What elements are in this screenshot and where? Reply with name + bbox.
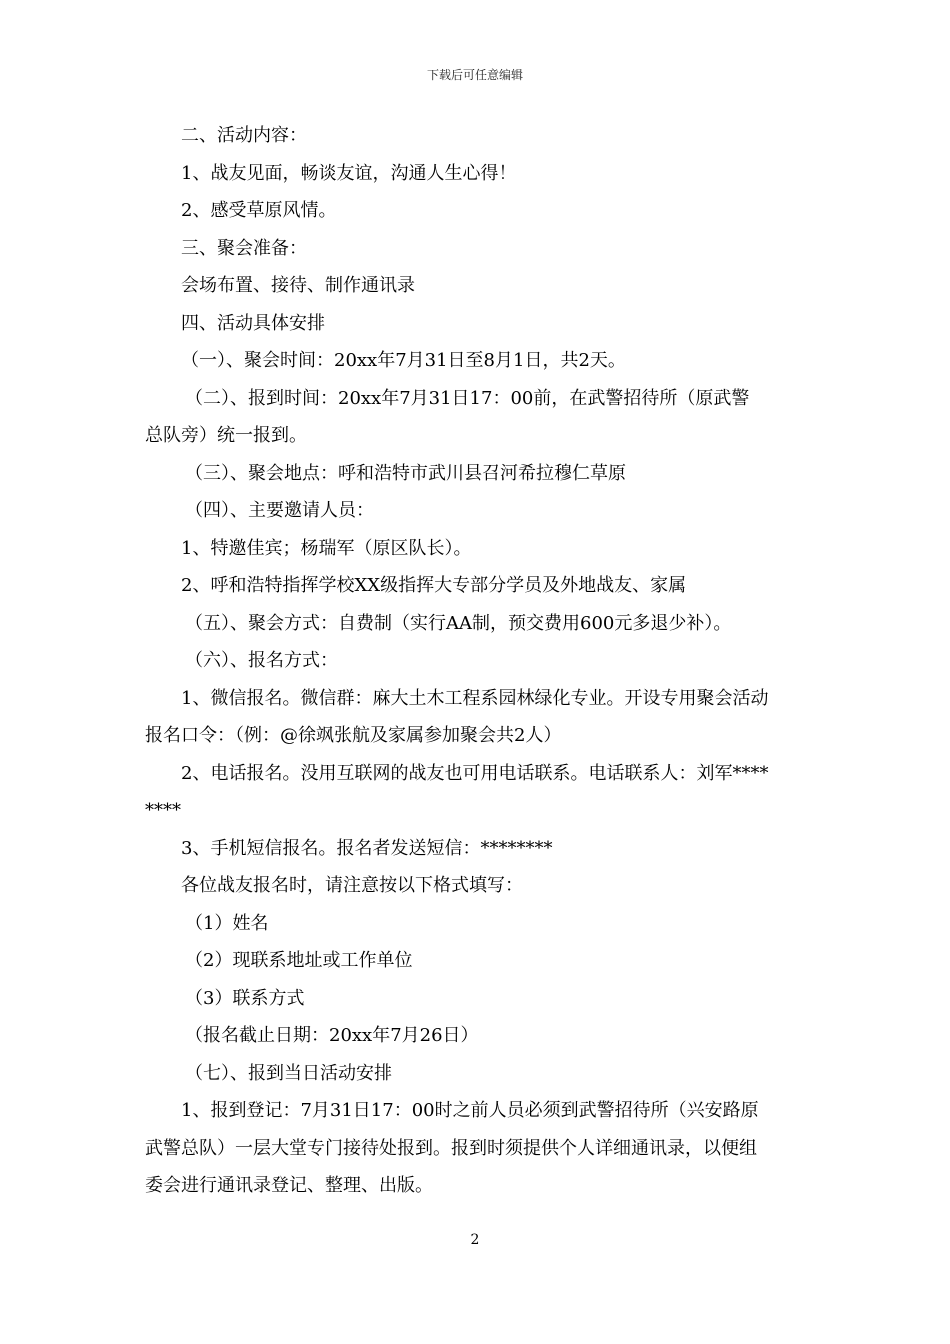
document-body [145, 117, 810, 1205]
paragraph: （六）、报名方式： [185, 650, 338, 671]
page-number: 2 [470, 1232, 480, 1248]
paragraph: （七）、报到当日活动安排 [185, 1062, 392, 1084]
paragraph: （四）、主要邀请人员： [185, 500, 374, 521]
paragraph: 1、特邀佳宾；杨瑞军（原区队长）。 [181, 537, 472, 559]
paragraph: 会场布置、接待、制作通讯录 [181, 275, 415, 296]
paragraph: 1、战友见面，畅谈友谊，沟通人生心得！ [181, 162, 517, 184]
paragraph: （报名截止日期：20xx年7月26日） [185, 1025, 479, 1046]
paragraph: 各位战友报名时，请注意按以下格式填写： [181, 875, 523, 896]
paragraph: （五）、聚会方式：自费制（实行AA制，预交费用600元多退少补）。 [185, 612, 732, 634]
paragraph: 1、微信报名。微信群：麻大土木工程系园林绿化专业。开设专用聚会活动 [181, 687, 769, 709]
list-item: （1）姓名 [185, 912, 269, 934]
paragraph: 2、电话报名。没用互联网的战友也可用电话联系。电话联系人：刘军**** [181, 762, 769, 784]
paragraph-continuation: 武警总队）一层大堂专门接待处报到。报到时须提供个人详细通讯录，以便组 [145, 1137, 757, 1159]
list-item: （3）联系方式 [185, 987, 305, 1009]
list-item: （2）现联系地址或工作单位 [185, 950, 413, 971]
paragraph-continuation: 总队旁）统一报到。 [145, 425, 307, 446]
paragraph: 3、手机短信报名。报名者发送短信：******** [181, 837, 553, 859]
paragraph: 2、感受草原风情。 [181, 200, 337, 221]
paragraph: （二）、报到时间：20xx年7月31日17：00前，在武警招待所（原武警 [185, 387, 750, 409]
paragraph: 2、呼和浩特指挥学校XX级指挥大专部分学员及外地战友、家属 [181, 575, 687, 596]
paragraph: （三）、聚会地点：呼和浩特市武川县召河希拉穆仁草原 [185, 462, 626, 484]
paragraph-continuation: 报名口令：（例：@徐飒张航及家属参加聚会共2人） [145, 725, 562, 746]
paragraph: 1、报到登记：7月31日17：00时之前人员必须到武警招待所（兴安路原 [181, 1100, 759, 1121]
paragraph-continuation: 委会进行通讯录登记、整理、出版。 [145, 1175, 433, 1196]
paragraph: （一）、聚会时间：20xx年7月31日至8月1日，共2天。 [181, 350, 626, 371]
page-header: 下载后可任意编辑 [426, 68, 523, 82]
section-heading-activity-content: 二、活动内容： [181, 125, 307, 146]
section-heading-preparation: 三、聚会准备： [181, 237, 307, 259]
paragraph-continuation: **** [145, 800, 181, 821]
section-heading-arrangement: 四、活动具体安排 [181, 312, 325, 334]
